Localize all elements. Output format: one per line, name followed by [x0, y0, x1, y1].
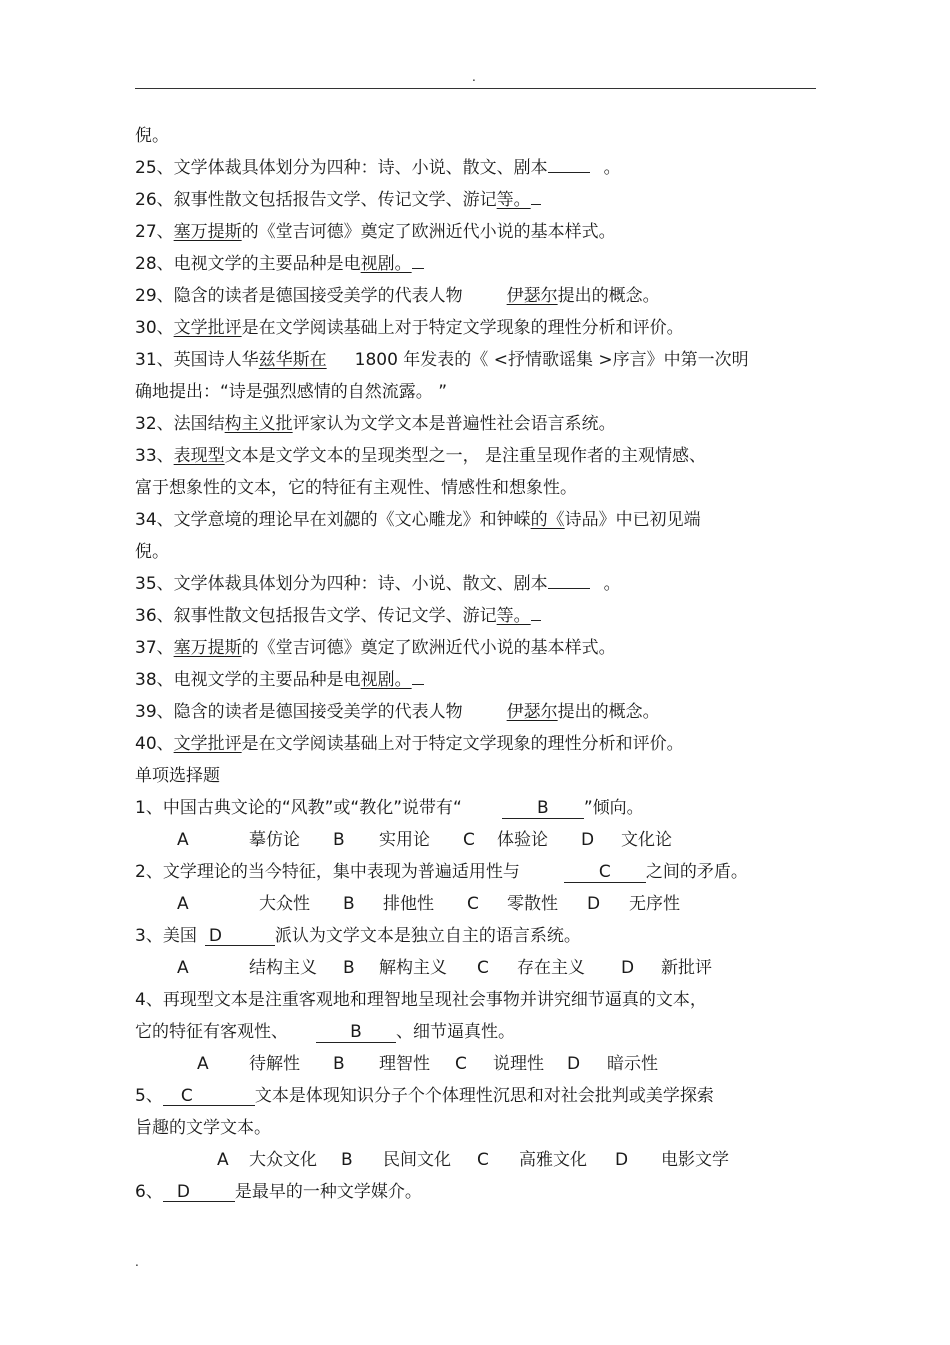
item-35: [135, 568, 825, 600]
option-letter: D: [587, 894, 601, 914]
option-text: 待解性: [249, 1054, 300, 1074]
text: 30、: [135, 318, 174, 338]
item-31-cont: [135, 376, 825, 408]
text: 25、文学体裁具体划分为四种：诗、小说、散文、剧本: [135, 158, 548, 178]
header-mark: .: [472, 70, 476, 84]
text: 33、: [135, 446, 174, 466]
options-1: [135, 824, 825, 856]
options-4: [135, 1048, 825, 1080]
text: 单项选择题: [135, 766, 220, 786]
answer-letter: B: [537, 798, 549, 818]
text: 5、: [135, 1086, 163, 1106]
option-letter: B: [341, 1150, 353, 1170]
text: 35、文学体裁具体划分为四种：诗、小说、散文、剧本: [135, 574, 548, 594]
question-2: [135, 856, 825, 888]
text: 、细节逼真性。: [396, 1022, 515, 1042]
item-33: [135, 440, 825, 472]
option-letter: C: [467, 894, 479, 914]
option-letter: C: [477, 1150, 489, 1170]
answer-blank: [531, 600, 541, 621]
options-2: [135, 888, 825, 920]
answer-blank: [548, 152, 590, 173]
answer-blank: [531, 184, 541, 205]
text: 4、再现型文本是注重客观地和理智地呈现社会事物并讲究细节逼真的文本，: [135, 990, 707, 1010]
answer-text: 视剧。: [360, 254, 412, 274]
answer-text: 等。: [496, 190, 531, 210]
question-6: [135, 1176, 825, 1208]
option-text: 存在主义: [517, 958, 585, 978]
answer-letter: D: [208, 926, 222, 946]
text: 26、叙事性散文包括报告文学、传记文学、游记: [135, 190, 497, 210]
text: 富于想象性的文本，它的特征有主观性、情感性和想象性。: [135, 478, 577, 498]
option-text: 结构主义: [249, 958, 317, 978]
option-text: 新批评: [661, 958, 712, 978]
answer-blank: [502, 798, 584, 819]
text: 它的特征有客观性、: [135, 1022, 288, 1042]
answer-text: 视剧。: [360, 670, 412, 690]
item-29: [135, 280, 825, 312]
option-text: 零散性: [507, 894, 558, 914]
option-text: 大众性: [259, 894, 310, 914]
text: 1800 年发表的《 <抒情歌谣集 >序言》中第一次明: [354, 350, 749, 370]
text: 29、隐含的读者是德国接受美学的代表人物: [135, 286, 463, 306]
text: 的《堂吉诃德》奠定了欧洲近代小说的基本样式。: [241, 222, 616, 242]
answer-blank: [205, 926, 275, 946]
option-letter: D: [615, 1150, 629, 1170]
text-line: [135, 120, 825, 152]
option-letter: A: [177, 958, 189, 978]
item-37: [135, 632, 825, 664]
option-text: 大众文化: [249, 1150, 317, 1170]
text: 倪。: [135, 126, 169, 146]
item-28: [135, 248, 825, 280]
option-text: 无序性: [629, 894, 680, 914]
option-text: 暗示性: [607, 1054, 658, 1074]
item-26: [135, 184, 825, 216]
answer-blank: [412, 248, 424, 269]
answer-text: 伊瑟尔: [506, 702, 558, 722]
item-36: [135, 600, 825, 632]
item-25: [135, 152, 825, 184]
text: 确地提出：“诗是强烈感情的自然流露。 ”: [135, 382, 448, 402]
section-title: [135, 760, 825, 792]
text: 旨趣的文学文本。: [135, 1118, 271, 1138]
item-33-cont: [135, 472, 825, 504]
answer-text: 构主义批: [224, 414, 293, 434]
text: 派认为文学文本是独立自主的语言系统。: [274, 926, 581, 946]
item-31: [135, 344, 825, 376]
item-32: [135, 408, 825, 440]
question-4-cont: [135, 1016, 825, 1048]
option-letter: A: [177, 830, 189, 850]
option-letter: B: [333, 830, 345, 850]
option-text: 高雅文化: [519, 1150, 587, 1170]
header-rule: [135, 88, 816, 89]
question-4: [135, 984, 825, 1016]
option-text: 实用论: [379, 830, 430, 850]
text: ”倾向。: [583, 798, 644, 818]
option-letter: C: [463, 830, 475, 850]
answer-text: 塞万提斯: [173, 638, 242, 658]
answer-text: 文学批评: [173, 318, 242, 338]
footer-mark: .: [135, 1255, 139, 1269]
text: 37、: [135, 638, 174, 658]
option-text: 体验论: [497, 830, 548, 850]
text: 文本是文学文本的呈现类型之一， 是注重呈现作者的主观情感、: [224, 446, 707, 466]
answer-text: 表现型: [173, 446, 225, 466]
item-27: [135, 216, 825, 248]
text: 文本是体现知识分子个个体理性沉思和对社会批判或美学探索: [254, 1086, 714, 1106]
options-5: [135, 1144, 825, 1176]
option-text: 文化论: [621, 830, 672, 850]
option-text: 解构主义: [379, 958, 447, 978]
document-body: [135, 120, 825, 1208]
option-letter: C: [455, 1054, 467, 1074]
option-letter: A: [217, 1150, 229, 1170]
answer-blank: [412, 664, 424, 685]
text: 之间的矛盾。: [645, 862, 748, 882]
text: 28、电视文学的主要品种是电: [135, 254, 361, 274]
text: 34、文学意境的理论早在刘勰的《文心雕龙》和钟嵘: [135, 510, 531, 530]
item-39: [135, 696, 825, 728]
answer-blank: [163, 1182, 235, 1202]
answer-letter: D: [176, 1182, 190, 1202]
text: 31、英国诗人华: [135, 350, 259, 370]
option-text: 说理性: [493, 1054, 544, 1074]
option-text: 摹仿论: [249, 830, 300, 850]
item-40: [135, 728, 825, 760]
option-letter: B: [333, 1054, 345, 1074]
answer-letter: C: [598, 862, 611, 882]
question-3: [135, 920, 825, 952]
option-letter: D: [567, 1054, 581, 1074]
text: 是最早的一种文学媒介。: [234, 1182, 422, 1202]
answer-text: 兹华斯在: [258, 350, 327, 370]
text: 。: [603, 574, 621, 594]
option-letter: D: [621, 958, 635, 978]
answer-text: 的《: [530, 510, 565, 530]
text: 40、: [135, 734, 174, 754]
option-letter: C: [477, 958, 489, 978]
answer-text: 等。: [496, 606, 531, 626]
option-letter: B: [343, 958, 355, 978]
text: 评家认为文学文本是普遍性社会语言系统。: [292, 414, 616, 434]
option-text: 民间文化: [383, 1150, 451, 1170]
answer-blank: [163, 1086, 255, 1106]
option-text: 理智性: [379, 1054, 430, 1074]
text: 提出的概念。: [557, 702, 660, 722]
text: 倪。: [135, 542, 169, 562]
text: 27、: [135, 222, 174, 242]
question-5-cont: [135, 1112, 825, 1144]
text: 6、: [135, 1182, 163, 1202]
text: 。: [603, 158, 621, 178]
answer-letter: C: [180, 1086, 193, 1106]
text: 32、法国结: [135, 414, 225, 434]
text: 的《堂吉诃德》奠定了欧洲近代小说的基本样式。: [241, 638, 616, 658]
question-1: [135, 792, 825, 824]
options-3: [135, 952, 825, 984]
answer-text: 塞万提斯: [173, 222, 242, 242]
answer-blank: [548, 568, 590, 589]
text: 38、电视文学的主要品种是电: [135, 670, 361, 690]
item-34-cont: [135, 536, 825, 568]
text: 是在文学阅读基础上对于特定文学现象的理性分析和评价。: [241, 318, 684, 338]
text: 36、叙事性散文包括报告文学、传记文学、游记: [135, 606, 497, 626]
answer-text: 伊瑟尔: [506, 286, 558, 306]
option-letter: A: [177, 894, 189, 914]
option-letter: D: [581, 830, 595, 850]
item-34: [135, 504, 825, 536]
item-30: [135, 312, 825, 344]
text: 1、中国古典文论的“风教”或“教化”说带有“: [135, 798, 462, 818]
answer-text: 文学批评: [173, 734, 242, 754]
option-letter: B: [343, 894, 355, 914]
text: 提出的概念。: [557, 286, 660, 306]
text: 2、文学理论的当今特征，集中表现为普遍适用性与: [135, 862, 520, 882]
answer-letter: B: [350, 1022, 362, 1042]
answer-blank: [316, 1022, 396, 1043]
option-text: 排他性: [383, 894, 434, 914]
text: 是在文学阅读基础上对于特定文学现象的理性分析和评价。: [241, 734, 684, 754]
item-38: [135, 664, 825, 696]
option-letter: A: [197, 1054, 209, 1074]
option-text: 电影文学: [661, 1150, 729, 1170]
question-5: [135, 1080, 825, 1112]
answer-blank: [564, 862, 646, 883]
text: 39、隐含的读者是德国接受美学的代表人物: [135, 702, 463, 722]
text: 诗品》中已初见端: [564, 510, 701, 530]
text: 3、美国: [135, 926, 197, 946]
